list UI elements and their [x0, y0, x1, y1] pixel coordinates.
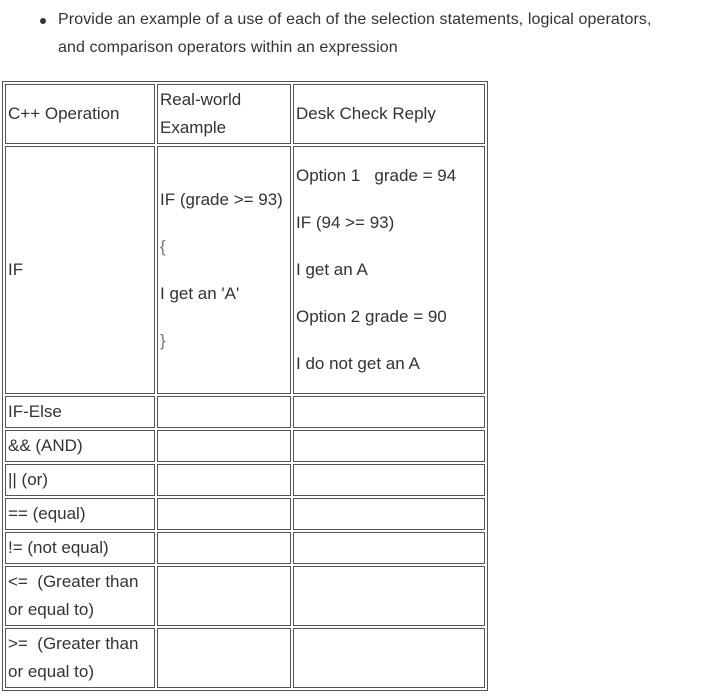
- cell-operation: || (or): [5, 464, 155, 496]
- bullet-dot: [40, 18, 46, 24]
- cell-desk-check: [293, 628, 485, 688]
- cell-desk-check: [293, 396, 485, 428]
- example-line: }: [160, 330, 166, 350]
- desk-check-line: I do not get an A: [296, 354, 420, 373]
- example-line: I get an 'A': [160, 283, 240, 303]
- table-row-if-else: [5, 396, 485, 428]
- desk-check-line: IF (94 >= 93): [296, 213, 395, 232]
- header-cpp-operation: C++ Operation: [5, 84, 155, 144]
- cell-desk-check: [293, 430, 485, 462]
- header-desk-check-reply: Desk Check Reply: [293, 84, 485, 144]
- table-row-not-equal: [5, 532, 485, 564]
- cell-example: [157, 498, 291, 530]
- cell-example: [157, 628, 291, 688]
- cell-operation: >= (Greater than or equal to): [5, 628, 155, 688]
- example-line: {: [160, 236, 166, 256]
- cell-desk-check: [293, 566, 485, 626]
- header-real-world-example: Real-world Example: [157, 84, 291, 144]
- desk-check-line: Option 1 grade = 94: [296, 166, 457, 185]
- bullet-item: [40, 6, 680, 62]
- cell-example: [157, 396, 291, 428]
- bullet-text: Provide an example of a use of each of the selection statements, logical operators, and comparison operators within an expression: [58, 11, 652, 56]
- cell-operation: <= (Greater than or equal to): [5, 566, 155, 626]
- cell-example: [157, 566, 291, 626]
- table-header-row: [5, 84, 485, 144]
- table-row-greater-equal: [5, 628, 485, 688]
- desk-check-line: I get an A: [296, 260, 368, 279]
- desk-check-line: Option 2 grade = 90: [296, 307, 447, 326]
- cell-desk-check: [293, 464, 485, 496]
- table-row-less-equal: [5, 566, 485, 626]
- cell-desk-check: [293, 532, 485, 564]
- cell-example: [157, 430, 291, 462]
- cell-operation: != (not equal): [5, 532, 155, 564]
- operations-table: [2, 81, 488, 691]
- cell-operation: == (equal): [5, 498, 155, 530]
- cell-example: [157, 146, 291, 394]
- cell-desk-check: [293, 146, 485, 394]
- example-line: IF (grade >= 93): [160, 189, 283, 209]
- cell-desk-check: [293, 498, 485, 530]
- cell-operation: && (AND): [5, 430, 155, 462]
- cell-example: [157, 532, 291, 564]
- cell-example: [157, 464, 291, 496]
- table-row-or: [5, 464, 485, 496]
- table-row-equal: [5, 498, 485, 530]
- cell-operation: IF-Else: [5, 396, 155, 428]
- table-row-if: [5, 146, 485, 394]
- cell-operation: IF: [5, 146, 155, 394]
- table-row-and: [5, 430, 485, 462]
